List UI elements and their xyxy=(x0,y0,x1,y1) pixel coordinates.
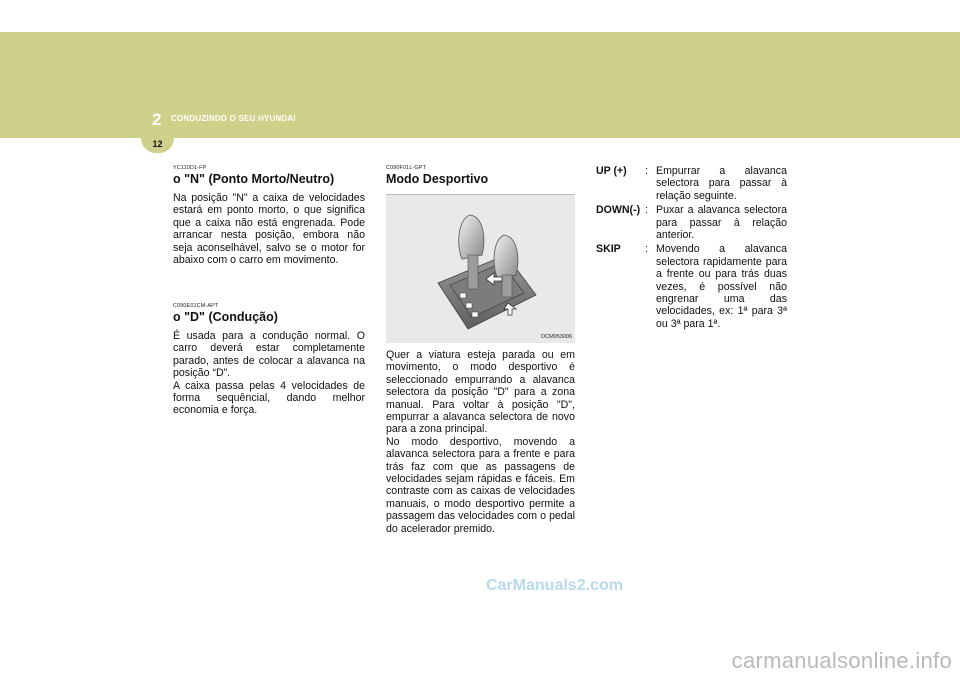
footer-watermark: carmanualsonline.info xyxy=(731,648,952,673)
definition-text: Empurrar a alavanca selectora para passar à relação seguinte. xyxy=(656,165,787,202)
illustration-code: OCM053006 xyxy=(540,334,572,340)
section-heading-drive: o "D" (Condução) xyxy=(173,310,278,324)
section-text-drive: É usada para a condução normal. O carro deverá estar completamente parado, antes de colocar a alavanca na posição “D”. A caixa passa pelas 4 velocidades de forma sequêncial, dando melhor economia e força. xyxy=(173,330,365,417)
definition-term: SKIP xyxy=(596,243,621,256)
page-number: 12 xyxy=(152,139,163,149)
definition-term: DOWN(-) xyxy=(596,204,641,217)
section-text-neutral: Na posição "N" a caixa de velocidades estará em ponto morto, o que significa que a caixa não está engrenada. Pode arrancar nesta posição, embora não seja aconselhável, salvo se o motor for abaixo com o carro em movimento. xyxy=(173,192,365,267)
header-band xyxy=(0,32,960,138)
chapter-title: CONDUZINDO O SEU HYUNDAI xyxy=(171,114,296,123)
definition-term: UP (+) xyxy=(596,165,627,177)
section-code: C090F01L-GPT xyxy=(386,165,427,171)
definition-down xyxy=(596,204,787,241)
left-column xyxy=(173,165,365,266)
section-heading-neutral: o "N" (Ponto Morto/Neutro) xyxy=(173,172,335,186)
right-column xyxy=(596,165,787,332)
definition-skip xyxy=(596,243,787,330)
definition-separator: : xyxy=(645,204,648,217)
watermark-link[interactable]: CarManuals2.com xyxy=(486,577,623,594)
section-code: YC110D1-FP xyxy=(173,165,207,171)
left-column-drive xyxy=(173,303,365,417)
definition-text: Puxar a alavanca selectora para passar à relação anterior. xyxy=(656,204,787,242)
middle-column xyxy=(386,165,575,535)
section-heading-sport-mode: Modo Desportivo xyxy=(386,172,489,186)
section-text-sport-mode: Quer a viatura esteja parada ou em movimento, o modo desportivo é seleccionado empurrando a alavanca selectora da posição "D" para a zona manual. Para voltar à posição "D", empurrar a alavanca selectora de novo para a zona principal. No modo desportivo, movendo a alavanca selectora para a frente e para trás faz com que as passagens de velocidades sejam rápidas e fáceis. Em contraste com as caixas de velocidades manuais, o modo desportivo permite a passagem das velocidades com o pedal do acelerador premido. xyxy=(386,349,575,535)
section-code: C090E01CM-APT xyxy=(173,303,219,309)
definition-separator: : xyxy=(645,243,648,256)
definition-text: Movendo a alavanca selectora rapidamente para a frente ou para trás duas vezes, é possível não engrenar uma das velocidades, ex: 1ª para 3ª ou 3ª para 1ª. xyxy=(656,243,787,330)
chapter-number: 2 xyxy=(152,110,162,129)
definition-up xyxy=(596,165,787,202)
definition-separator: : xyxy=(645,165,648,177)
gear-shifter-illustration xyxy=(386,194,575,343)
page-number-tab xyxy=(141,138,174,153)
shift-lever-drawing xyxy=(386,195,575,343)
